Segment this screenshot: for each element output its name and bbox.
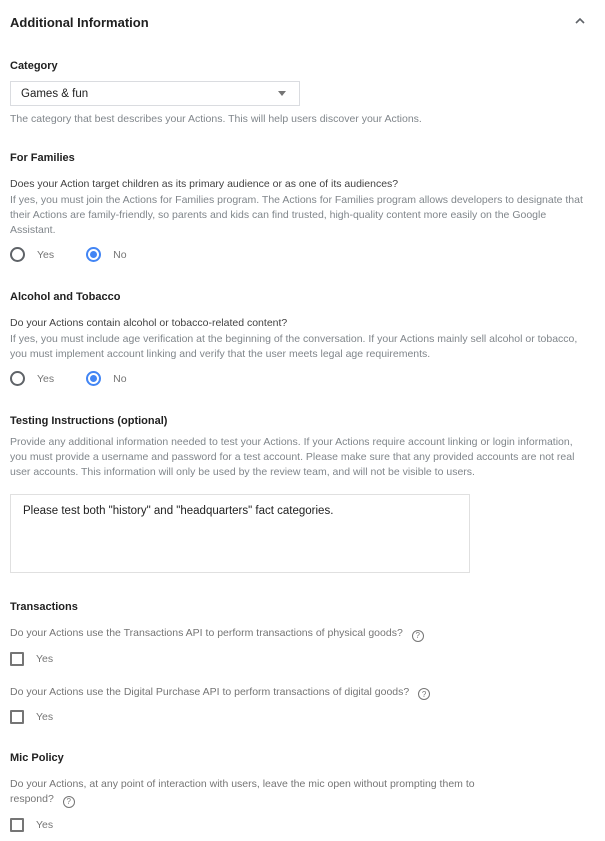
checkbox-label: Yes [36, 818, 54, 831]
checkbox-label: Yes [36, 652, 54, 665]
radio-unselected-icon [10, 247, 25, 262]
help-icon[interactable]: ? [412, 630, 424, 642]
transactions-digital-question [10, 685, 590, 701]
question-text: Do your Actions use the Transactions API to perform transactions of physical goods? [10, 627, 403, 639]
radio-selected-icon [86, 247, 101, 262]
for-families-radio-group [10, 247, 590, 262]
for-families-radio-no[interactable] [86, 247, 126, 262]
testing-instructions-heading: Testing Instructions (optional) [10, 415, 168, 427]
for-families-heading: For Families [10, 152, 75, 164]
checkbox-unchecked-icon [10, 818, 24, 832]
radio-label: Yes [37, 372, 55, 385]
alcohol-tobacco-radio-group [10, 371, 590, 386]
mic-policy-checkbox[interactable] [10, 818, 590, 832]
question-text: Do your Actions, at any point of interaction with users, leave the mic open without prompting them to respond? [10, 778, 475, 805]
alcohol-tobacco-question: Do your Actions contain alcohol or tobacco-related content? [10, 317, 288, 329]
radio-label: Yes [37, 248, 55, 261]
radio-label: No [113, 372, 127, 385]
category-selected-value: Games & fun [21, 87, 89, 100]
help-icon[interactable]: ? [418, 688, 430, 700]
alcohol-tobacco-radio-no[interactable] [86, 371, 126, 386]
mic-policy-question [10, 777, 478, 808]
checkbox-unchecked-icon [10, 710, 24, 724]
category-label: Category [10, 60, 58, 72]
for-families-radio-yes[interactable] [10, 247, 54, 262]
transactions-physical-checkbox[interactable] [10, 652, 590, 666]
chevron-up-icon [574, 15, 586, 30]
dropdown-arrow-icon [278, 91, 286, 96]
alcohol-tobacco-helper-text: If yes, you must include age verification at the beginning of the conversation. If your Actions mainly sell alcohol or tobacco, you must implement account linking and verify that the user meets legal age requirements. [10, 333, 578, 360]
checkbox-label: Yes [36, 711, 54, 723]
category-helper-text: The category that best describes your Actions. This will help users discover your Actions. [10, 113, 422, 125]
category-select[interactable] [10, 81, 300, 106]
panel-header [10, 14, 590, 30]
collapse-section-button[interactable] [572, 14, 588, 30]
radio-selected-icon [86, 371, 101, 386]
page-title: Additional Information [10, 14, 149, 30]
for-families-helper-text: If yes, you must join the Actions for Families program. The Actions for Families program allows developers to designate that their Actions are family-friendly, so parents and kids can find trusted, high-quality content more easily on the Google Assistant. [10, 194, 583, 236]
testing-instructions-helper-text: Provide any additional information needed to test your Actions. If your Actions require account linking or login information, you must provide a username and password for a test account. Please make sure that any provided accounts are not real user accounts. This information will only be used by the review team, and will not be visible to users. [10, 436, 575, 478]
checkbox-unchecked-icon [10, 652, 24, 666]
radio-label: No [113, 248, 127, 261]
testing-instructions-input[interactable] [10, 494, 470, 573]
transactions-physical-question [10, 626, 590, 642]
question-text: Do your Actions use the Digital Purchase API to perform transactions of digital goods? [10, 685, 410, 698]
mic-policy-heading: Mic Policy [10, 752, 64, 764]
help-icon[interactable]: ? [63, 796, 75, 808]
radio-unselected-icon [10, 371, 25, 386]
transactions-digital-checkbox[interactable] [10, 710, 590, 724]
transactions-heading: Transactions [10, 601, 78, 613]
for-families-question: Does your Action target children as its primary audience or as one of its audiences? [10, 178, 399, 190]
alcohol-tobacco-heading: Alcohol and Tobacco [10, 291, 121, 303]
alcohol-tobacco-radio-yes[interactable] [10, 371, 54, 386]
